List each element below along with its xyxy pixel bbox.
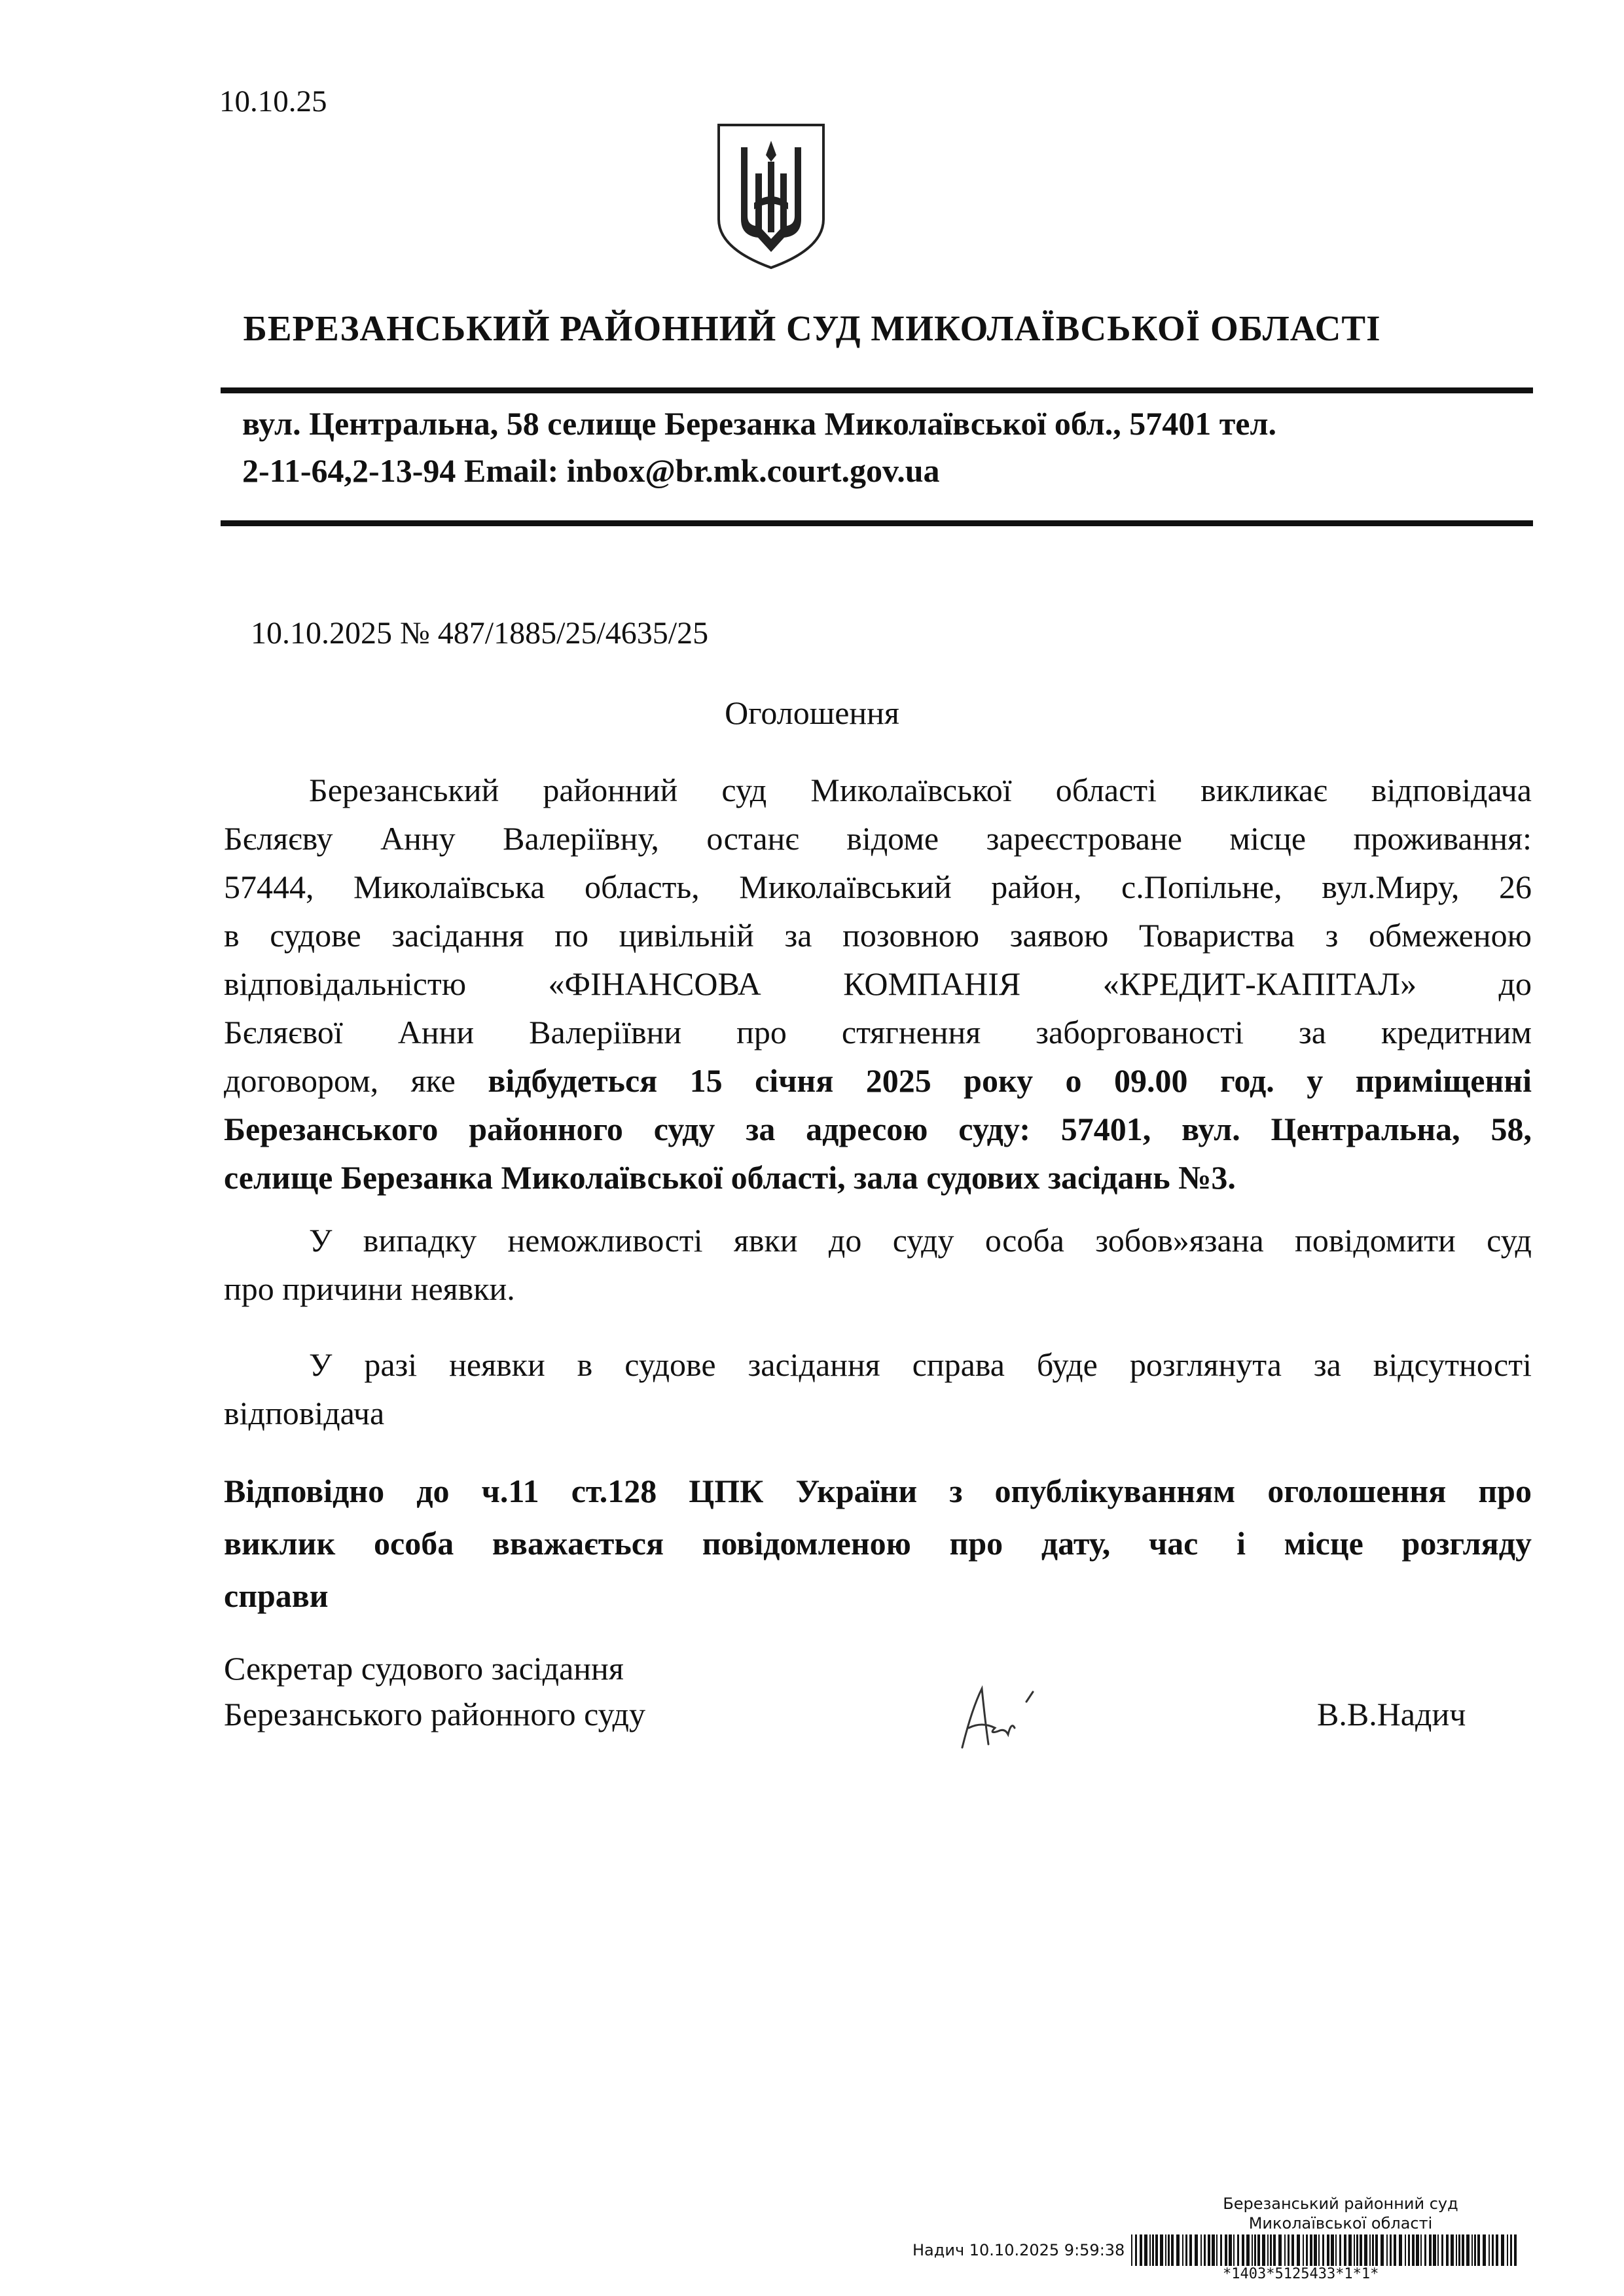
- text-line: Березанський районний суд Миколаївської області викликає відповідача: [309, 772, 1532, 808]
- handwritten-signature: [949, 1682, 1047, 1754]
- text-line: Бєляєвої Анни Валеріївни про стягнення заборгованості за кредитним: [224, 1014, 1532, 1050]
- absence-notice-paragraph: [224, 1216, 1532, 1313]
- text-line: У разі неявки в судове засідання справа буде розглянута за відсутності: [309, 1346, 1532, 1383]
- court-address-line1: вул. Центральна, 58 селище Березанка Миколаївської обл., 57401 тел.: [242, 405, 1277, 442]
- hearing-datetime: відбудеться 15 січня 2025 року о 09.00 год. у приміщенні: [488, 1062, 1532, 1099]
- header-divider-top: [221, 387, 1533, 393]
- announcement-paragraph: [224, 766, 1532, 1202]
- signer-position-line2: Березанського районного суду: [224, 1696, 645, 1732]
- header-date: 10.10.25: [219, 84, 327, 118]
- text-line: Відповідно до ч.11 ст.128 ЦПК України з опублікуванням оголошення про: [224, 1473, 1532, 1509]
- court-address-line2: 2-11-64,2-13-94 Email: inbox@br.mk.court.gov.ua: [242, 452, 940, 489]
- text-line: справи: [224, 1577, 329, 1614]
- hearing-location-line: селище Березанка Миколаївської області, зала судових засідань №3.: [224, 1159, 1236, 1196]
- document-reference: 10.10.2025 № 487/1885/25/4635/25: [251, 616, 709, 651]
- stamp-court-line1: Березанський районний суд: [1223, 2195, 1458, 2213]
- legal-basis-paragraph: [224, 1465, 1532, 1622]
- text-line: про причини неявки.: [224, 1270, 515, 1307]
- text-line: відповідача: [224, 1395, 385, 1431]
- barcode-icon: [1131, 2234, 1519, 2266]
- registration-stamp-court: [1203, 2194, 1478, 2233]
- court-name: БЕРЕЗАНСЬКИЙ РАЙОННИЙ СУД МИКОЛАЇВСЬКОЇ ОБЛАСТІ: [243, 308, 1381, 348]
- signer-position-line1: Секретар судового засідання: [224, 1650, 624, 1687]
- text-line: відповідальністю «ФІНАНСОВА КОМПАНІЯ «КРЕДИТ-КАПІТАЛ» до: [224, 965, 1532, 1002]
- text-line: 57444, Миколаївська область, Миколаївський район, с.Попільне, вул.Миру, 26: [224, 869, 1532, 905]
- text-line: У випадку неможливості явки до суду особа зобов»язана повідомити суд: [309, 1222, 1532, 1259]
- stamp-court-line2: Миколаївської області: [1248, 2214, 1433, 2233]
- text-line: в судове засідання по цивільній за позовною заявою Товариства з обмеженою: [224, 917, 1532, 954]
- hearing-location-line: Березанського районного суду за адресою суду: 57401, вул. Центральна, 58,: [224, 1111, 1532, 1147]
- barcode-number: *1403*5125433*1*1*: [1223, 2266, 1379, 2282]
- text-line: [224, 1056, 1532, 1105]
- text-line: виклик особа вважається повідомленою про дату, час і місце розгляду: [224, 1525, 1532, 1562]
- signer-name: В.В.Надич: [1317, 1696, 1466, 1732]
- text-line: Бєляєву Анну Валеріївну, останє відоме зареєстроване місце проживання:: [224, 820, 1532, 857]
- text-normal: договором, яке: [224, 1062, 488, 1099]
- header-divider-bottom: [221, 520, 1533, 526]
- absence-consequence-paragraph: [224, 1340, 1532, 1437]
- ukraine-trident-emblem-icon: [715, 121, 827, 272]
- document-title: Оголошення: [725, 694, 899, 731]
- registration-user-time: Надич 10.10.2025 9:59:38: [912, 2241, 1125, 2259]
